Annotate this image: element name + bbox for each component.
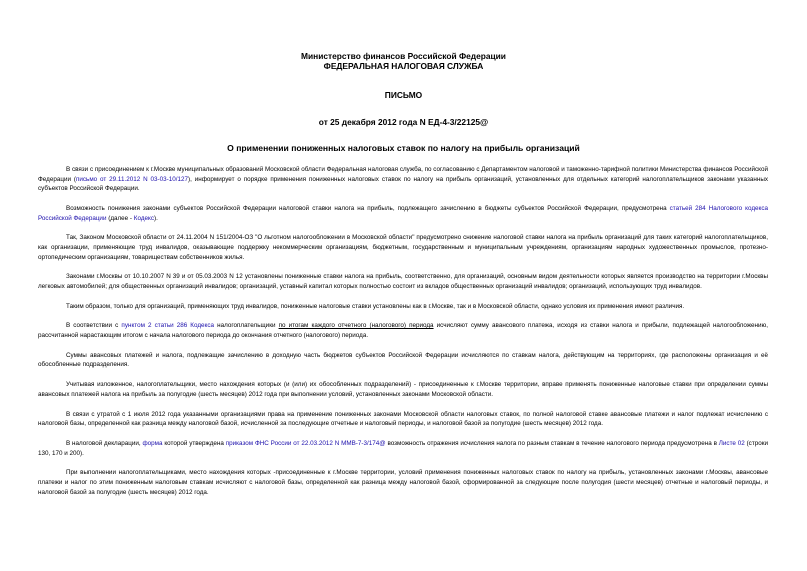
ministry-name: Министерство финансов Российской Федерации xyxy=(301,51,506,61)
code-link[interactable]: Кодекс xyxy=(133,214,154,222)
letter-link[interactable]: письмо от 29.11.2012 N 03-03-10/127 xyxy=(75,175,189,183)
paragraph-8: Учитывая изложенное, налогоплательщики, место нахождения которых (и (или) их обособленных подразделений) - присоединенные к г.Москве территории, вправе применять пониженные налоговые ставки при определении суммы авансовых платежей налога на прибыль за полугодие (шесть месяцев) 2012 года при выполнении условий, установленных законами Московской области. xyxy=(38,381,768,398)
paragraph-text: исчисляют сумму авансового платежа, исходя из ставки налога и прибыли, подлежащей налогообложению, рассчитанной нарастающим итогом с начала налогового периода до окончания отчетного (налогового) периода. xyxy=(38,322,769,340)
document-date-number: от 25 декабря 2012 года N ЕД-4-3/22125@ xyxy=(318,117,489,127)
paragraph-10 xyxy=(38,439,768,458)
paragraph-text: В связи с присоединением к г.Москве муниципальных образований Московской области Федеральная налоговая служба, по согласованию с Департаментом налоговой и таможенно-тарифной политики Министерства финансов Российской Федерации ( xyxy=(38,166,768,183)
document-type: ПИСЬМО xyxy=(384,90,423,100)
service-name: ФЕДЕРАЛЬНАЯ НАЛОГОВАЯ СЛУЖБА xyxy=(323,61,484,71)
paragraph-text: которой утверждена xyxy=(162,439,226,447)
article-286-link[interactable]: пунктом 2 статьи 286 Кодекса xyxy=(121,322,214,330)
underlined-phrase: по итогам каждого отчетного (налогового) периода xyxy=(278,322,434,330)
paragraph-2 xyxy=(38,204,768,223)
paragraph-text: налогоплательщики xyxy=(214,322,279,330)
paragraph-text: возможность отражения исчисления налога по разным ставкам в течение налогового периода предусмотрена в xyxy=(385,439,719,447)
paragraph-text: В соответствии с xyxy=(66,322,122,330)
sheet-02-link[interactable]: Листе 02 xyxy=(718,439,745,447)
paragraph-11: При выполнении налогоплательщиками, место нахождения которых -присоединенные к г.Москве территории, условий применения пониженных налоговых ставок по налогу на прибыль, установленных законами г.Москвы, авансовые платежи и налог по этим пониженным налоговым ставкам исчисляют с налоговой базы, определенной как разница между налоговой базой, сформированной за следующие после полугодия (шести месяцев) отчетные и налоговый периоды, и налоговой базой за полугодие (шесть месяцев) 2012 года. xyxy=(38,469,768,496)
paragraph-7: Суммы авансовых платежей и налога, подлежащие зачислению в доходную часть бюджетов субъектов Российской Федерации исчисляются по ставкам налога, действующим на территориях, где расположены организация и её обособленные подразделения. xyxy=(38,351,768,369)
letter-body xyxy=(38,165,768,507)
paragraph-1 xyxy=(38,165,768,194)
paragraph-text: (далее - xyxy=(106,214,134,222)
paragraph-text: В налоговой декларации, xyxy=(66,439,143,447)
document-subject: О применении пониженных налоговых ставок по налогу на прибыль организаций xyxy=(227,143,580,153)
paragraph-9: В связи с утратой с 1 июля 2012 года указанными организациями права на применение пониженных законами Московской области налоговых ставок, по полной налоговой ставке авансовые платежи и налог подлежат исчислению с налоговой базы, определенной как разница между налоговой базой, исчисленной за последующие отчетные и налоговый периоды, и налоговой базой за полугодие (шесть месяцев) 2012 года. xyxy=(38,410,768,428)
paragraph-text: (строки 130, 170 и 200). xyxy=(38,439,768,457)
form-link[interactable]: форма xyxy=(142,439,163,447)
paragraph-5: Таким образом, только для организаций, применяющих труд инвалидов, пониженные налоговые ставки установлены как в г.Москве, так и в Московской области, однако условия их применения имеют различия. xyxy=(66,302,685,310)
paragraph-4: Законами г.Москвы от 10.10.2007 N 39 и от 05.03.2003 N 12 установлены пониженные ставки налога на прибыль, соответственно, для организаций, основным видом деятельности которых является производство на территории г.Москвы легковых автомобилей; для общественных организаций инвалидов; организаций, уставный капитал которых полностью состоит из вкладов общественных организаций инвалидов; организаций, использующих труд инвалидов. xyxy=(38,273,768,290)
article-284-link[interactable]: статьей 284 Налогового кодекса Российской Федерации xyxy=(38,204,769,222)
paragraph-6 xyxy=(38,321,768,340)
paragraph-text: ). xyxy=(153,214,158,222)
order-link[interactable]: приказом ФНС России от 22.03.2012 N ММВ-7-3/174@ xyxy=(225,439,386,447)
paragraph-3: Так, Законом Московской области от 24.11.2004 N 151/2004-ОЗ "О льготном налогообложении в Московской области" предусмотрено снижение налоговой ставки налога на прибыль организаций для таких категорий налогоплательщиков, как организации, применяющие труд инвалидов, оказывающие поддержку некоммерческим организациям, бюджетным, государственным и муниципальным учреждениям, организациям народных художественных промыслов, протезно-ортопедическим организациям, товариществам собственников жилья. xyxy=(38,234,768,261)
paragraph-text: Возможность понижения законами субъектов Российской Федерации налоговой ставки налога на прибыль, подлежащего зачислению в бюджеты субъектов Российской Федерации, предусмотрена xyxy=(66,204,670,212)
paragraph-text: ), информирует о порядке применения пониженных налоговых ставок по налогу на прибыль организаций, установленных для отдельных категорий налогоплательщиков законами указанных субъектов Российской Федерации. xyxy=(38,175,768,193)
